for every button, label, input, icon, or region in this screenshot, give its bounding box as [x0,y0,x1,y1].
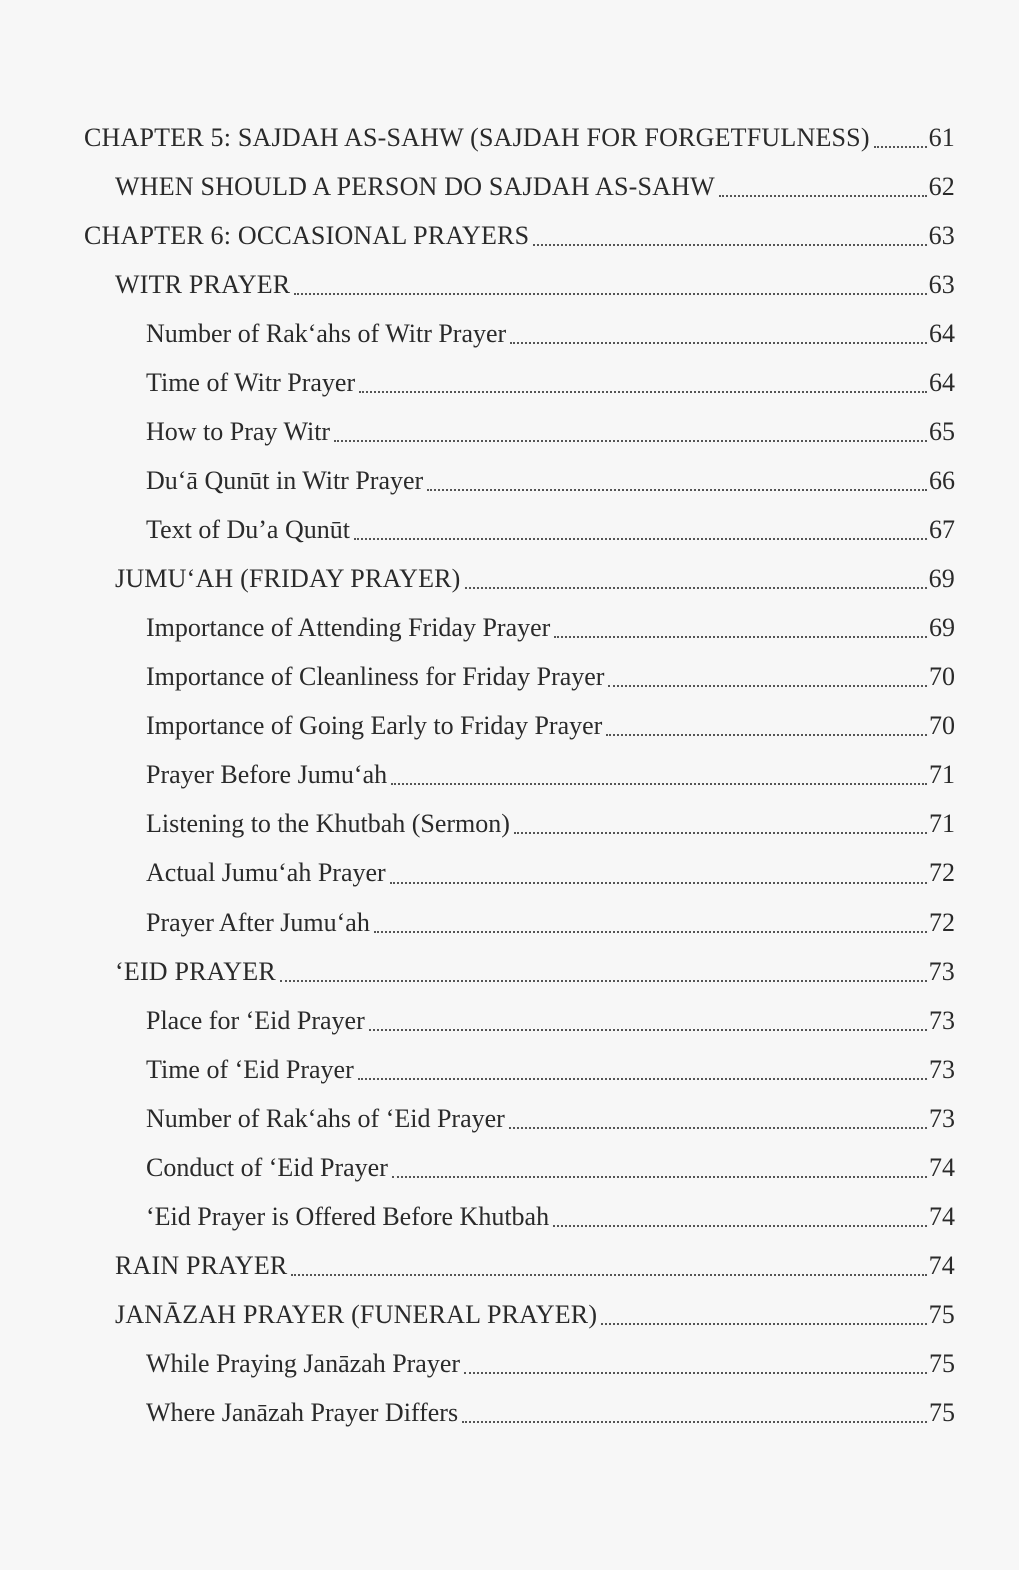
dot-leader [554,616,927,638]
toc-subsection-entry[interactable] [84,358,955,407]
toc-entry-title: Prayer Before Jumu‘ah [146,760,388,790]
toc-page-number: 64 [929,368,955,398]
toc-entry-title: Importance of Attending Friday Prayer [146,613,551,643]
toc-subsection-entry[interactable] [84,799,955,848]
toc-subsection-entry[interactable] [84,407,955,456]
toc-subsection-entry[interactable] [84,996,955,1045]
dot-leader [608,665,927,687]
toc-section-entry[interactable] [84,947,955,996]
dot-leader [606,714,927,736]
toc-subsection-entry[interactable] [84,309,955,358]
dot-leader [392,1156,927,1178]
dot-leader [280,960,927,982]
toc-subsection-entry[interactable] [84,1388,955,1437]
toc-chapter-entry[interactable] [84,113,955,162]
dot-leader [294,273,926,295]
toc-chapter-entry[interactable] [84,211,955,260]
toc-section-entry[interactable] [84,554,955,603]
toc-page-number: 73 [929,1103,955,1133]
toc-subsection-entry[interactable] [84,1045,955,1094]
toc-entry-title: Time of Witr Prayer [146,368,356,398]
dot-leader [358,1058,927,1080]
toc-entry-title: Importance of Going Early to Friday Prayer [146,711,603,741]
toc-page-number: 66 [929,466,955,496]
toc-entry-title: Listening to the Khutbah (Sermon) [146,809,510,839]
toc-page-number: 71 [929,809,955,839]
toc-page-number: 67 [929,515,955,545]
toc-entry-title: CHAPTER 6: OCCASIONAL PRAYERS [84,221,530,251]
dot-leader [464,1352,927,1374]
table-of-contents [84,113,955,1437]
toc-page-number: 72 [929,907,955,937]
toc-entry-title: Text of Du’a Qunūt [146,515,350,545]
dot-leader [359,371,927,393]
toc-entry-title: ‘EID PRAYER [115,956,276,986]
dot-leader [334,420,927,442]
dot-leader [533,224,926,246]
toc-subsection-entry[interactable] [84,1192,955,1241]
toc-entry-title: JUMU‘AH (FRIDAY PRAYER) [115,564,461,594]
toc-page-number: 74 [929,1201,955,1231]
toc-subsection-entry[interactable] [84,652,955,701]
dot-leader [874,126,927,148]
toc-entry-title: CHAPTER 5: SAJDAH AS-SAHW (SAJDAH FOR FORGETFULNESS) [84,123,870,152]
toc-subsection-entry[interactable] [84,898,955,947]
toc-page-number: 71 [929,760,955,790]
dot-leader [291,1254,926,1276]
dot-leader [465,567,927,589]
toc-page-number: 75 [929,1397,955,1427]
toc-subsection-entry[interactable] [84,750,955,799]
toc-entry-title: How to Pray Witr [146,417,331,447]
dot-leader [374,911,927,933]
toc-entry-title: WHEN SHOULD A PERSON DO SAJDAH AS-SAHW [115,172,715,202]
toc-subsection-entry[interactable] [84,505,955,554]
dot-leader [719,175,927,197]
toc-page-number: 73 [929,1054,955,1084]
toc-subsection-entry[interactable] [84,848,955,897]
toc-section-entry[interactable] [84,1241,955,1290]
toc-page-number: 62 [928,172,955,202]
dot-leader [514,812,927,834]
toc-entry-title: Number of Rak‘ahs of Witr Prayer [146,319,507,349]
toc-page-number: 74 [929,1152,955,1182]
toc-entry-title: Number of Rak‘ahs of ‘Eid Prayer [146,1103,505,1133]
dot-leader [391,763,927,785]
toc-page-number: 69 [928,564,955,594]
toc-entry-title: Prayer After Jumu‘ah [146,907,370,937]
dot-leader [601,1303,926,1325]
toc-subsection-entry[interactable] [84,701,955,750]
dot-leader [553,1205,927,1227]
toc-page-number: 65 [929,417,955,447]
toc-entry-title: Conduct of ‘Eid Prayer [146,1152,388,1182]
toc-page-number: 74 [928,1250,955,1280]
toc-subsection-entry[interactable] [84,1143,955,1192]
toc-page-number: 75 [929,1348,955,1378]
toc-subsection-entry[interactable] [84,456,955,505]
toc-entry-title: Where Janāzah Prayer Differs [146,1397,459,1427]
toc-page-number: 63 [928,270,955,300]
toc-section-entry[interactable] [84,1290,955,1339]
toc-entry-title: Place for ‘Eid Prayer [146,1005,365,1035]
dot-leader [510,322,927,344]
dot-leader [369,1009,927,1031]
toc-entry-title: ‘Eid Prayer is Offered Before Khutbah [146,1201,550,1231]
toc-subsection-entry[interactable] [84,603,955,652]
toc-entry-title: Importance of Cleanliness for Friday Prayer [146,662,605,692]
toc-page-number: 73 [929,1005,955,1035]
toc-subsection-entry[interactable] [84,1339,955,1388]
toc-subsection-entry[interactable] [84,1094,955,1143]
toc-page-number: 64 [929,319,955,349]
toc-page-number: 72 [929,858,955,888]
toc-page-number: 75 [928,1299,955,1329]
toc-entry-title: Du‘ā Qunūt in Witr Prayer [146,466,424,496]
dot-leader [509,1107,927,1129]
toc-page-number: 69 [929,613,955,643]
toc-page-number: 63 [928,221,955,251]
toc-entry-title: RAIN PRAYER [115,1250,288,1280]
dot-leader [354,518,927,540]
dot-leader [427,469,927,491]
toc-page-number: 70 [929,662,955,692]
toc-entry-title: WITR PRAYER [115,270,291,300]
toc-page-number: 73 [928,956,955,986]
toc-entry-title: JANĀZAH PRAYER (FUNERAL PRAYER) [115,1299,598,1329]
dot-leader [462,1401,927,1423]
toc-section-entry[interactable] [84,162,955,211]
toc-section-entry[interactable] [84,260,955,309]
toc-entry-title: Actual Jumu‘ah Prayer [146,858,386,888]
toc-entry-title: While Praying Janāzah Prayer [146,1348,461,1378]
toc-page-number: 61 [928,123,955,152]
dot-leader [390,862,927,884]
toc-entry-title: Time of ‘Eid Prayer [146,1054,354,1084]
toc-page-number: 70 [929,711,955,741]
